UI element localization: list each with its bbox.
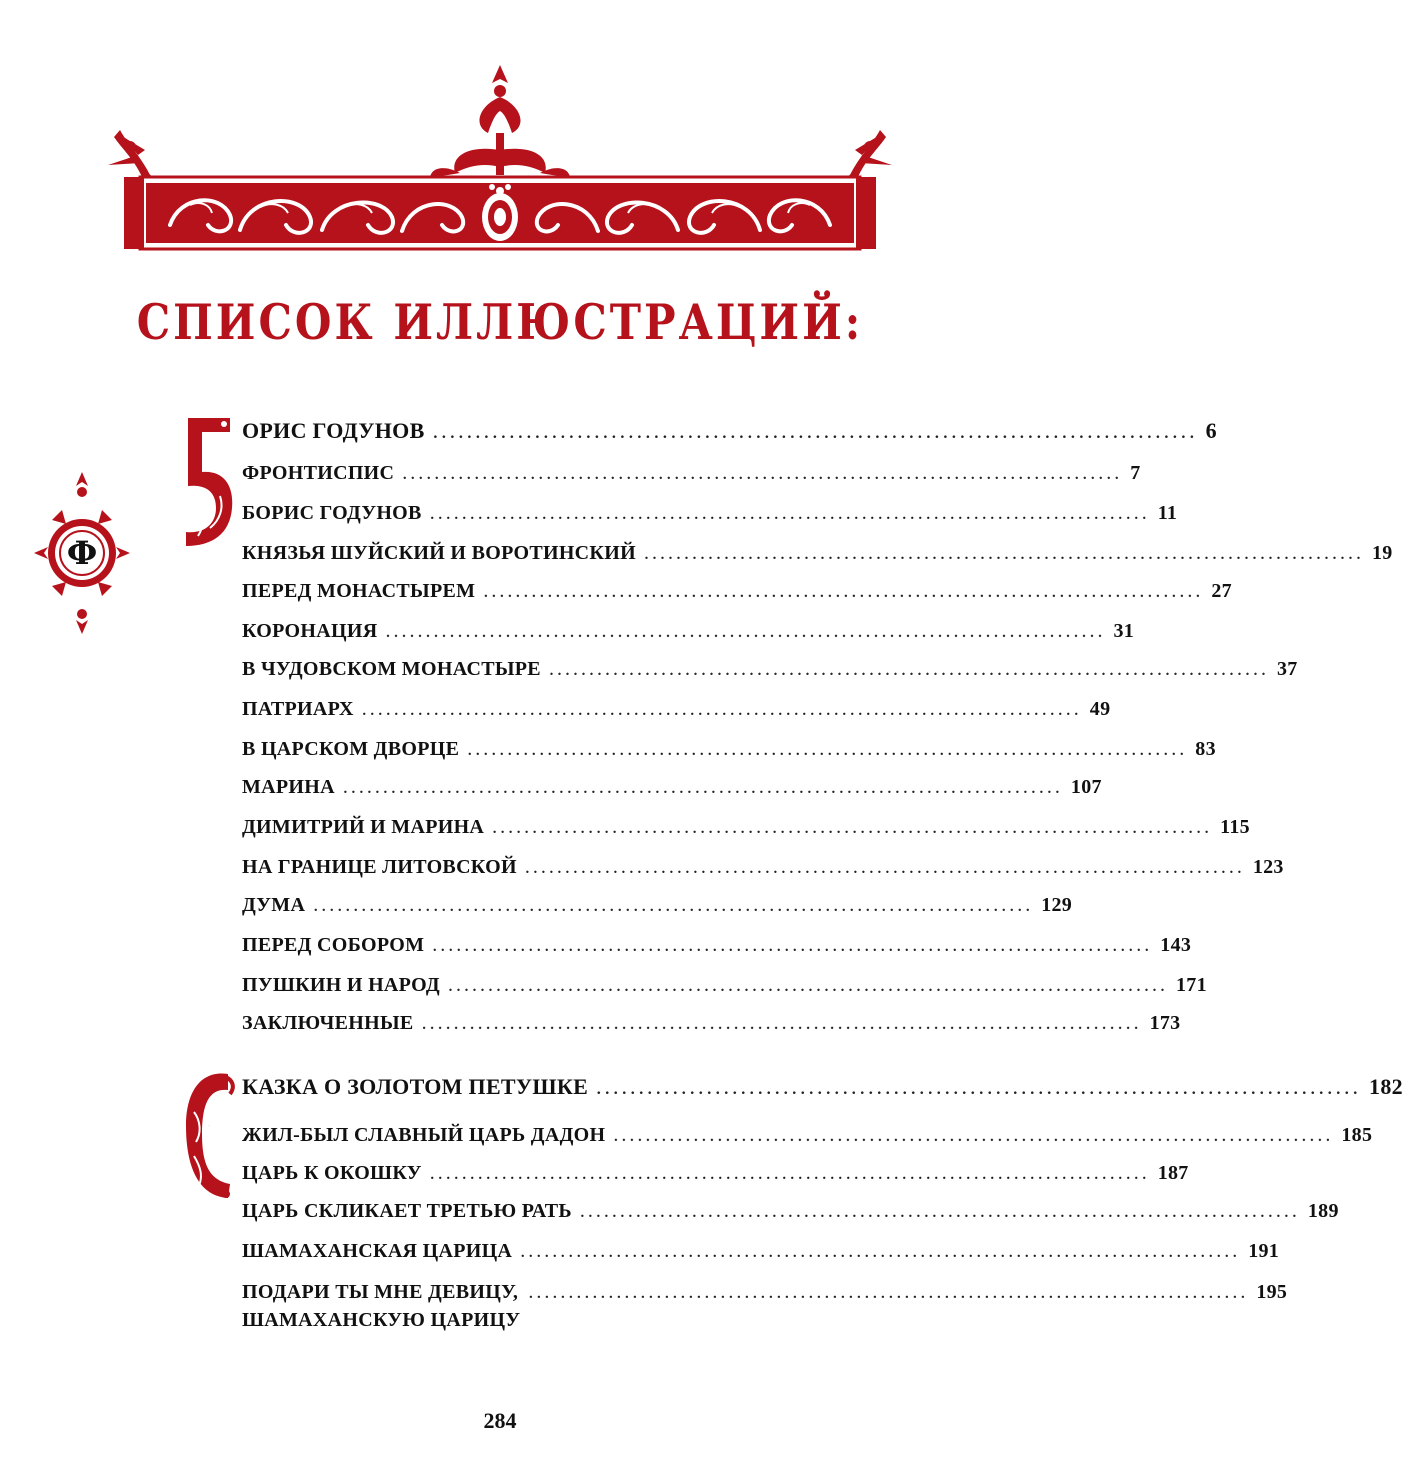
list-item[interactable]: МАРИНА .......................................................................................... 107: [242, 776, 1102, 798]
list-item[interactable]: В ЧУДОВСКОМ МОНАСТЫРЕ .......................................................................................... 37: [242, 658, 1298, 680]
list-item[interactable]: ОРИС ГОДУНОВ .......................................................................................... 6: [242, 418, 1217, 443]
list-item[interactable]: ПЕРЕД СОБОРОМ .......................................................................................... 143: [242, 934, 1192, 956]
list-item[interactable]: ФРОНТИСПИС .......................................................................................... 7: [242, 462, 1141, 484]
list-item[interactable]: КНЯЗЬЯ ШУЙСКИЙ И ВОРОТИНСКИЙ .......................................................................................... 19: [242, 542, 1393, 564]
list-item[interactable]: ПЕРЕД МОНАСТЫРЕМ .......................................................................................... 27: [242, 580, 1232, 602]
list-item[interactable]: ПУШКИН И НАРОД .......................................................................................... 171: [242, 974, 1207, 996]
list-item[interactable]: ЦАРЬ СКЛИКАЕТ ТРЕТЬЮ РАТЬ .......................................................................................... 189: [242, 1200, 1339, 1222]
list-item[interactable]: БОРИС ГОДУНОВ .......................................................................................... 11: [242, 502, 1178, 524]
list-item[interactable]: ЖИЛ-БЫЛ СЛАВНЫЙ ЦАРЬ ДАДОН .......................................................................................... 185: [242, 1124, 1373, 1146]
list-item[interactable]: ЦАРЬ К ОКОШКУ .......................................................................................... 187: [242, 1162, 1189, 1184]
list-item[interactable]: КАЗКА О ЗОЛОТОМ ПЕТУШКЕ .......................................................................................... 182: [242, 1074, 1403, 1099]
svg-text:С: С: [208, 1126, 210, 1127]
list-item[interactable]: В ЦАРСКОМ ДВОРЦЕ .......................................................................................... 83: [242, 738, 1216, 760]
page-number: 284: [483, 1408, 517, 1433]
list-item[interactable]: ШАМАХАНСКАЯ ЦАРИЦА .......................................................................................... 191: [242, 1240, 1280, 1262]
list-item[interactable]: ДИМИТРИЙ И МАРИНА .......................................................................................... 115: [242, 816, 1250, 838]
list-item[interactable]: ЗАКЛЮЧЕННЫЕ .......................................................................................... 173: [242, 1012, 1181, 1034]
svg-text:Б: Б: [208, 472, 210, 473]
page-title: СПИСОК ИЛЛЮСТРАЦИЙ:: [136, 294, 864, 351]
list-item[interactable]: НА ГРАНИЦЕ ЛИТОВСКОЙ .......................................................................................... 123: [242, 856, 1284, 878]
list-item[interactable]: ПАТРИАРХ .......................................................................................... 49: [242, 698, 1111, 720]
side-letter: Ф: [66, 534, 98, 572]
list-item[interactable]: ДУМА .......................................................................................... 129: [242, 894, 1073, 916]
list-item[interactable]: КОРОНАЦИЯ .......................................................................................... 31: [242, 620, 1135, 642]
list-item[interactable]: ПОДАРИ ТЫ МНЕ ДЕВИЦУ, ШАМАХАНСКУЮ ЦАРИЦУ .......................................................................................... 195: [242, 1281, 1288, 1331]
